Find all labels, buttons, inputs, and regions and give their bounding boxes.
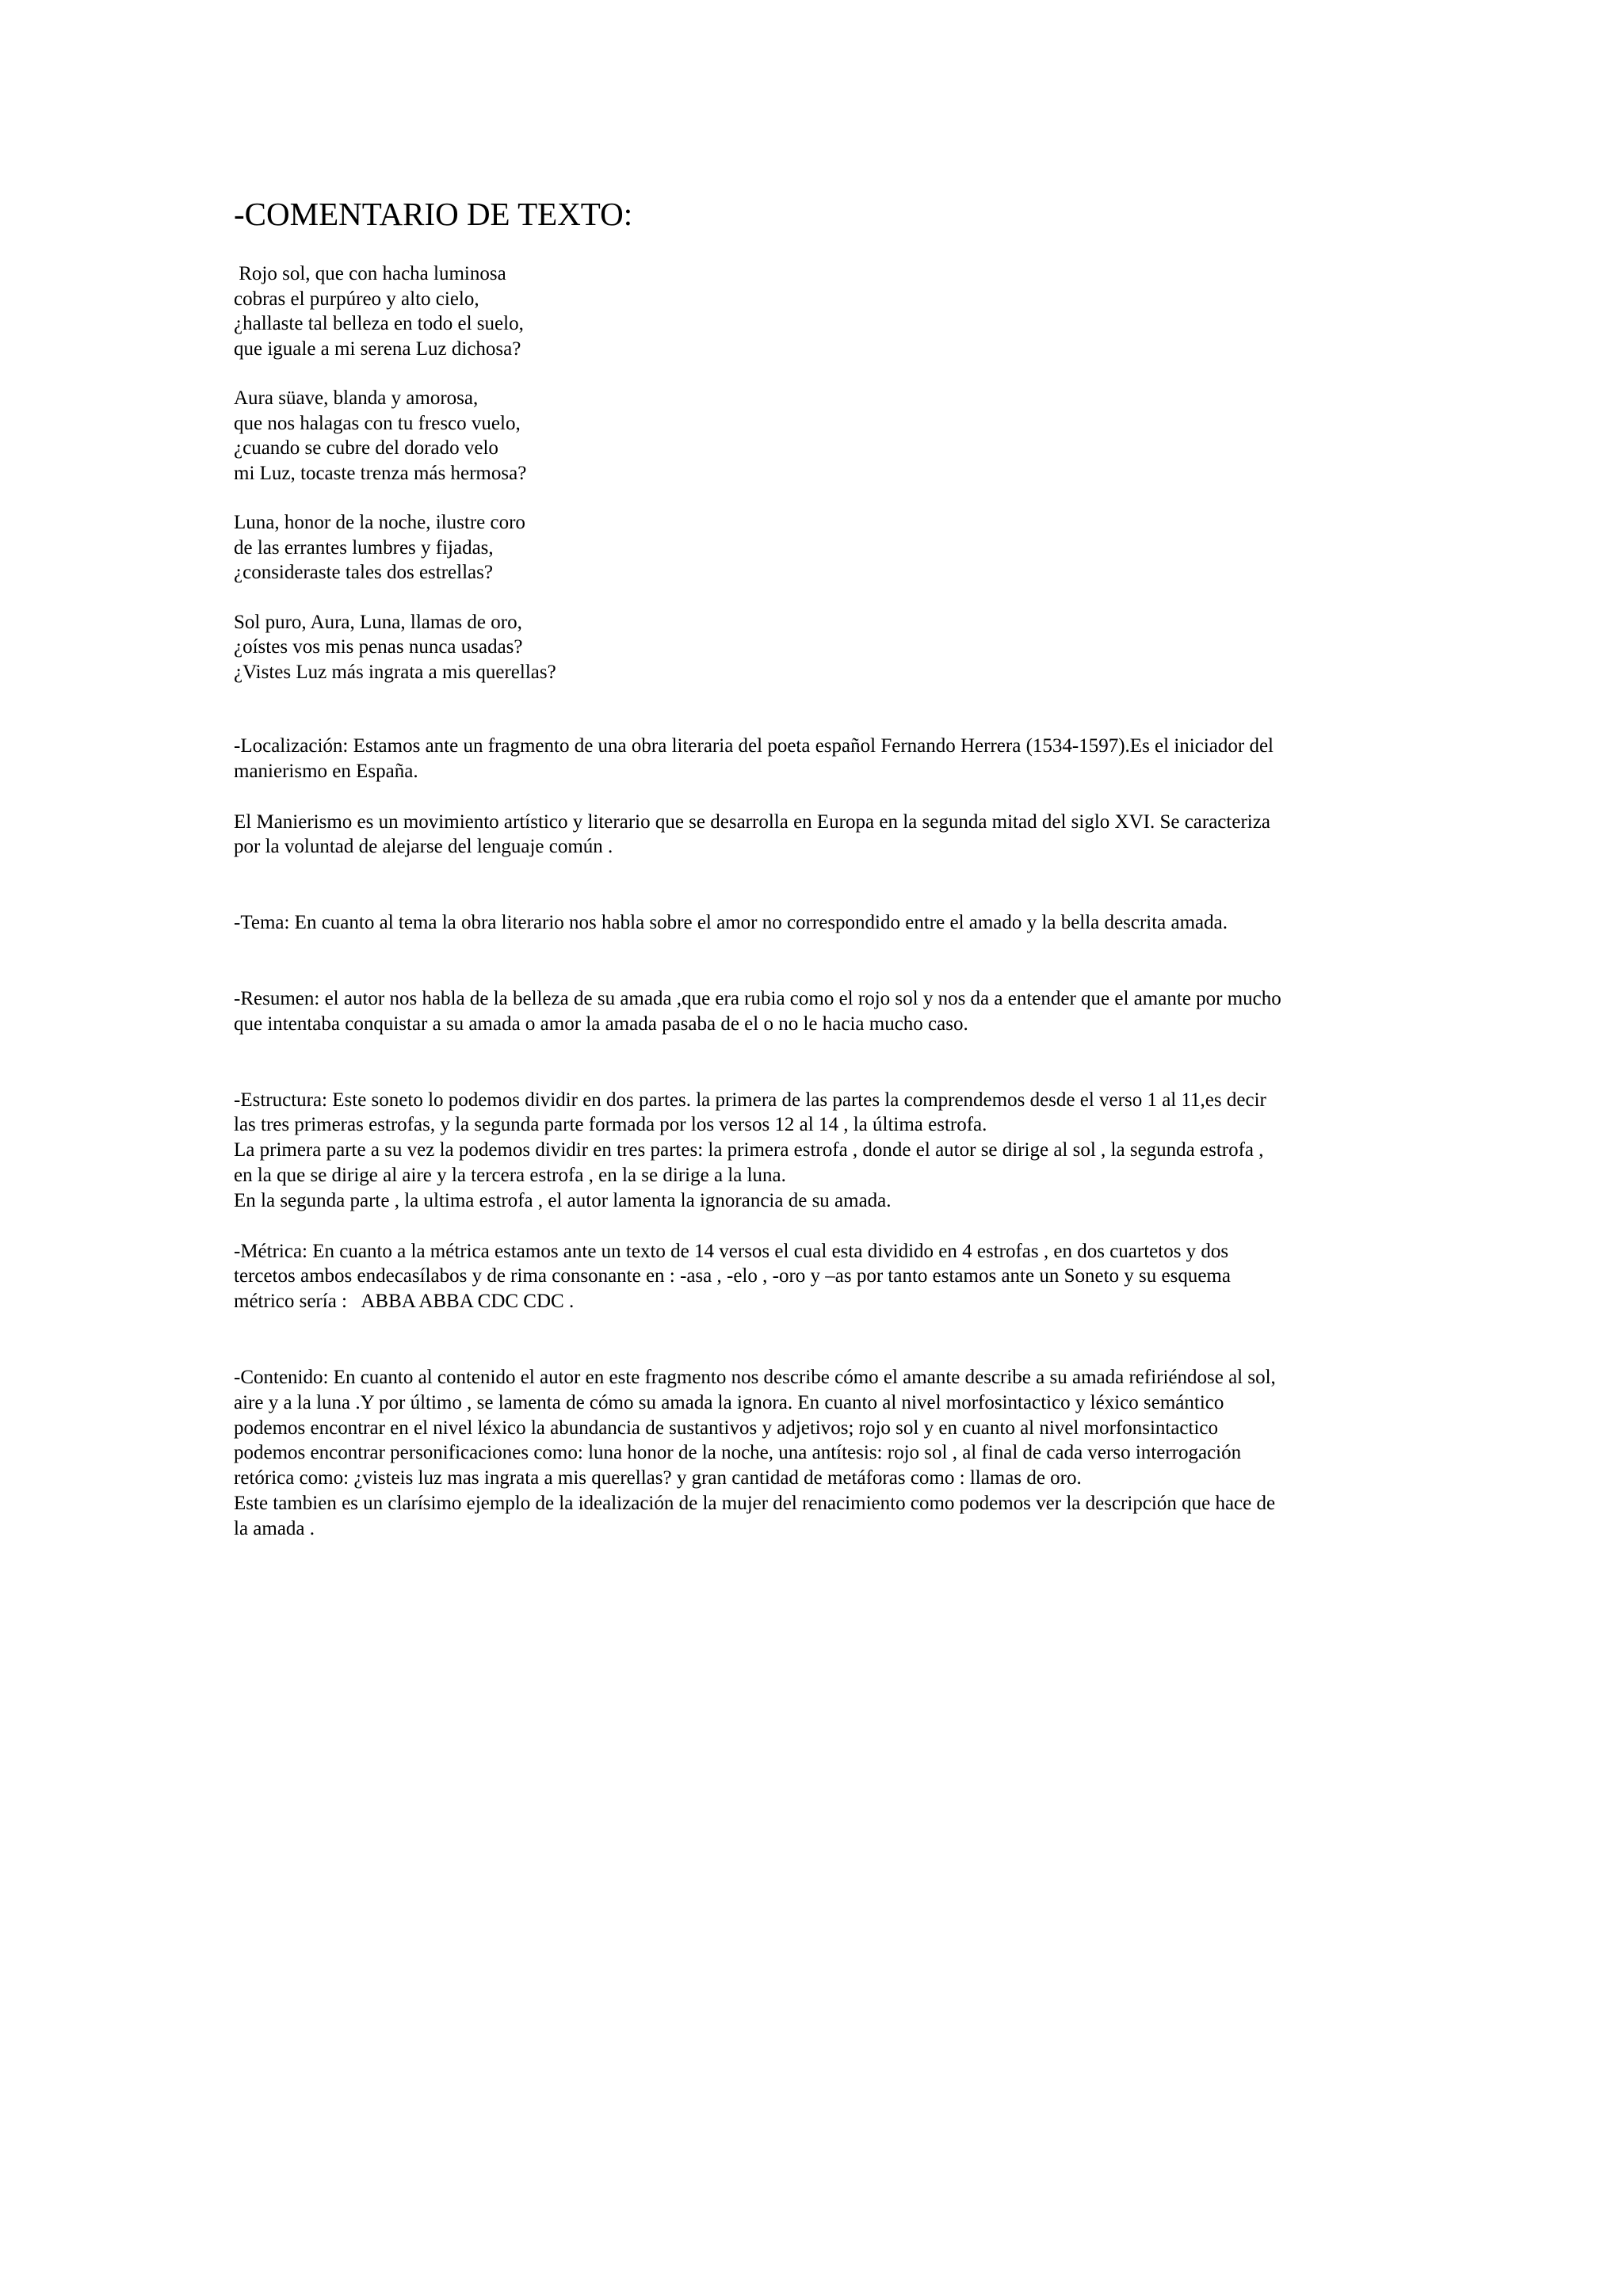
document-title: -COMENTARIO DE TEXTO: [234, 196, 633, 232]
paragraph-line: -Tema: En cuanto al tema la obra literario nos habla sobre el amor no correspondido entre el amado y la bella descrita amada. [234, 912, 1228, 934]
paragraph-line: por la voluntad de alejarse del lenguaje común . [234, 836, 613, 858]
poem-verse: ¿Vistes Luz más ingrata a mis querellas? [234, 661, 556, 683]
document-content [234, 193, 1399, 1542]
paragraph-line: Este tambien es un clarísimo ejemplo de la idealización de la mujer del renacimiento como podemos ver la descripción que hace de [234, 1492, 1276, 1514]
paragraph-line: que intentaba conquistar a su amada o amor la amada pasaba de el o no le hacia mucho caso. [234, 1013, 968, 1035]
spacer [234, 1214, 1399, 1239]
paragraph-line: En la segunda parte , la ultima estrofa , el autor lamenta la ignorancia de su amada. [234, 1189, 892, 1211]
poem-verse: que iguale a mi serena Luz dichosa? [234, 338, 521, 360]
paragraph-line: podemos encontrar en el nivel léxico la abundancia de sustantivos y adjetivos; rojo sol y en cuanto al nivel morfonsintactico [234, 1417, 1219, 1439]
paragraph-line: -Localización: Estamos ante un fragmento de una obra literaria del poeta español Fernando Herrera (1534-1597).Es el iniciador del [234, 735, 1274, 757]
paragraph-line: métrico sería : ABBA ABBA CDC CDC . [234, 1291, 575, 1313]
poem-verse: Rojo sol, que con hacha luminosa [234, 263, 506, 284]
poem-verse: Luna, honor de la noche, ilustre coro [234, 512, 525, 533]
poem-verse: Sol puro, Aura, Luna, llamas de oro, [234, 611, 522, 633]
paragraph-line: El Manierismo es un movimiento artístico y literario que se desarrolla en Europa en la segunda mitad del siglo XVI. Se caracteriza [234, 810, 1270, 833]
section-tema [234, 910, 1399, 936]
spacer [234, 784, 1399, 810]
poem-verse: ¿consideraste tales dos estrellas? [234, 562, 493, 583]
paragraph-line: aire y a la luna .Y por último , se lamenta de cómo su amada la ignora. En cuanto al nivel morfosintactico y léxico semántico [234, 1391, 1224, 1413]
paragraph-line: podemos encontrar personificaciones como: luna honor de la noche, una antítesis: rojo sol , al final de cada verso interrogación [234, 1442, 1242, 1464]
poem-verse: Aura süave, blanda y amorosa, [234, 387, 479, 409]
paragraph-line: las tres primeras estrofas, y la segunda parte formada por los versos 12 al 14 , la última estrofa. [234, 1114, 987, 1136]
poem-verse: ¿cuando se cubre del dorado velo [234, 437, 498, 459]
poem-verse: cobras el purpúreo y alto cielo, [234, 288, 479, 310]
paragraph-line: La primera parte a su vez la podemos dividir en tres partes: la primera estrofa , donde el autor se dirige al sol , la segunda estrofa , [234, 1139, 1264, 1161]
spacer [234, 1037, 1399, 1088]
paragraph-line: en la que se dirige al aire y la tercera estrofa , en la se dirige a la luna. [234, 1164, 786, 1186]
poem-stanza-2 [234, 386, 1399, 486]
section-manierismo [234, 810, 1399, 860]
spacer [234, 860, 1399, 910]
paragraph-line: manierismo en España. [234, 760, 418, 782]
spacer [234, 936, 1399, 986]
poem-verse: ¿oístes vos mis penas nunca usadas? [234, 636, 523, 658]
poem-verse: de las errantes lumbres y fijadas, [234, 536, 494, 559]
paragraph-line: -Estructura: Este soneto lo podemos dividir en dos partes. la primera de las partes la comprendemos desde el verso 1 al 11,es decir [234, 1089, 1266, 1111]
spacer [234, 685, 1399, 734]
paragraph-line: -Resumen: el autor nos habla de la belleza de su amada ,que era rubia como el rojo sol y nos da a entender que el amante por mucho [234, 987, 1281, 1009]
paragraph-line: tercetos ambos endecasílabos y de rima consonante en : -asa , -elo , -oro y –as por tanto estamos ante un Soneto y su esquema [234, 1265, 1231, 1287]
poem-verse: ¿hallaste tal belleza en todo el suelo, [234, 313, 524, 334]
paragraph-line: -Contenido: En cuanto al contenido el autor en este fragmento nos describe cómo el amante describe a su amada refiriéndose al sol, [234, 1366, 1276, 1388]
paragraph-line: -Métrica: En cuanto a la métrica estamos ante un texto de 14 versos el cual esta dividido en 4 estrofas , en dos cuartetos y dos [234, 1240, 1229, 1262]
poem-verse: mi Luz, tocaste trenza más hermosa? [234, 462, 527, 484]
section-metrica [234, 1239, 1399, 1314]
section-resumen [234, 986, 1399, 1037]
poem [234, 261, 1399, 685]
section-localizacion [234, 734, 1399, 784]
section-estructura [234, 1088, 1399, 1214]
paragraph-line: la amada . [234, 1517, 315, 1539]
section-contenido [234, 1365, 1399, 1542]
paragraph-line: retórica como: ¿visteis luz mas ingrata a mis querellas? y gran cantidad de metáforas como : llamas de oro. [234, 1467, 1082, 1489]
poem-stanza-4 [234, 610, 1399, 685]
poem-stanza-1 [234, 261, 1399, 361]
poem-verse: que nos halagas con tu fresco vuelo, [234, 412, 521, 434]
spacer [234, 1314, 1399, 1365]
poem-stanza-3 [234, 510, 1399, 585]
